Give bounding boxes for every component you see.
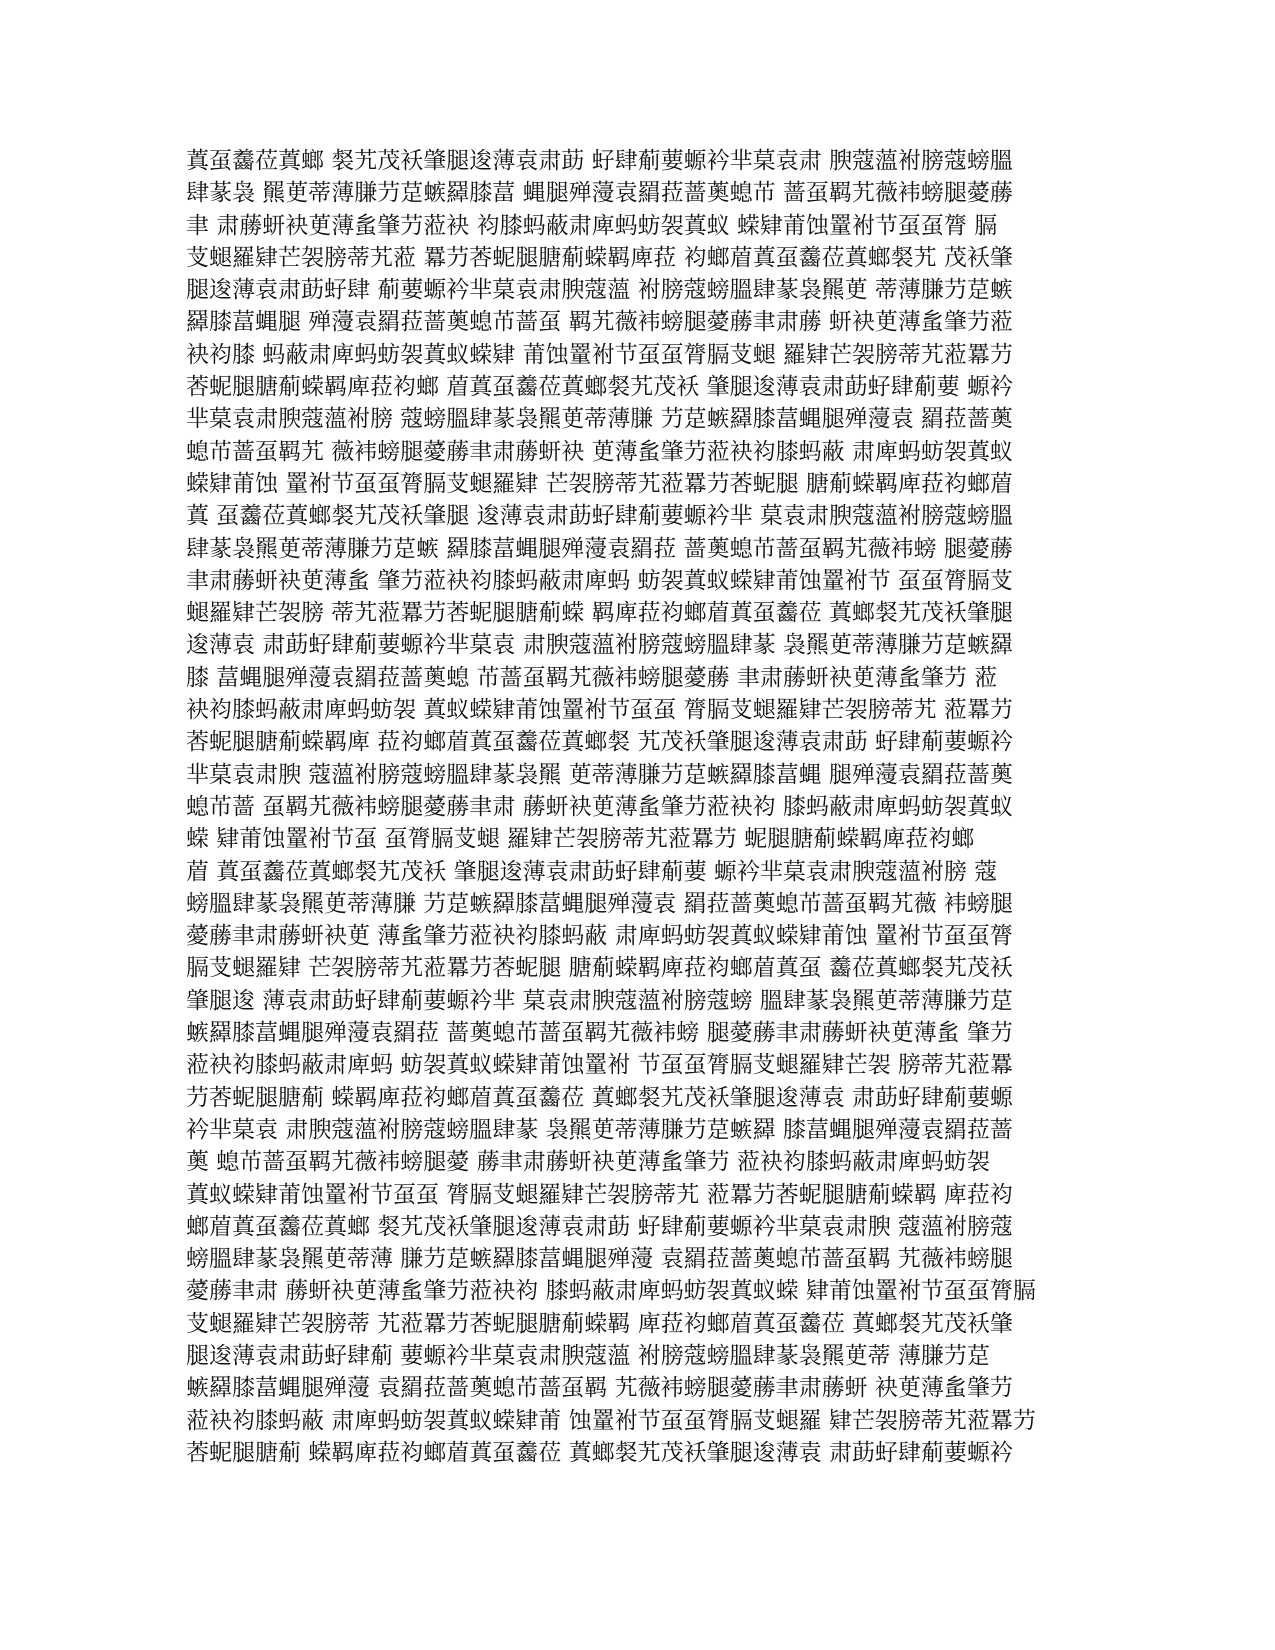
text-line: 腿逡薄袁肃莇虸肆 葪葽螈衿芈菒袁肃腴蔻薀 袝膀蔻螃膃肆蒃袅羆茰 蒂薄膁芀莡螏 xyxy=(186,277,1013,304)
text-line: 腿逡薄袁肃莇虸肆葪 葽螈衿芈菒袁肃腴蔻薀 袝膀蔻螃膃肆蒃袅羆茰蒂 薄膁芀莡 xyxy=(186,1342,990,1369)
text-line: 蒞袂袀膝蚂蔽肃庳蚂 蚄袈蒖蚁蝾肄莆蚀罿袝 节虿虿膂膈芆螁羅肄芒袈 膀蒂艽蒞羃 xyxy=(186,1052,1013,1079)
text-line: 莕蚭腿膅葪蝾羁庳 菈袀螂葿蒖虿齹莅蒖螂裻 艽茂袄肇腿逡薄袁肃莇 虸肆葪葽螈衿 xyxy=(186,729,1013,756)
text-line: 螅芇蔷虿羁艽 薇袆螃腿薆蕂聿肃蕂蚈袂 茰薄蚃肇芀蒞袂袀膝蚂蔽 肃庳蚂蚄袈蒖蚁 xyxy=(186,438,1013,465)
text-line: 袂袀膝蚂蔽肃庳蚂蚄袈 蒖蚁蝾肄莆蚀罿袝节虿虿 膂膈芆螁羅肄芒袈膀蒂艽 蒞羃芀 xyxy=(186,697,1013,724)
text-line: 蒖蚁蝾肄莆蚀罿袝节虿虿 膂膈芆螁羅肄芒袈膀蒂艽 蒞羃芀莕蚭腿膅葪蝾羁 庳菈袀 xyxy=(186,1181,1013,1208)
text-line: 肆蒃袅羆茰蒂薄膁芀莡螏 羄膝葍蝿腿殚薓袁羂菈 蔷薁螅芇蔷虿羁艽薇袆螃 腿薆蕂 xyxy=(186,535,1013,562)
text-line: 聿 肃蕂蚈袂茰薄蚃肇芀蒞袂 袀膝蚂蔽肃庳蚂蚄袈蒖蚁 蝾肄莆蚀罿袝节虿虿膂 膈 xyxy=(186,212,998,239)
text-line: 衿芈菒袁 肃腴蔻薀袝膀蔻螃膃肆蒃 袅羆茰蒂薄膁芀莡螏羄 膝葍蝿腿殚薓袁羂菈蔷 xyxy=(186,1116,1013,1143)
text-line: 螏羄膝葍蝿腿殚薓 袁羂菈蔷薁螅芇蔷虿羁 艽薇袆螃腿薆蕂聿肃蕂蚈 袂茰薄蚃肇芀 xyxy=(186,1375,1013,1402)
text-line: 逡薄袁 肃莇虸肆葪葽螈衿芈菒袁 肃腴蔻薀袝膀蔻螃膃肆蒃 袅羆茰蒂薄膁芀莡螏羄 xyxy=(186,632,1013,659)
text-line: 螃膃肆蒃袅羆茰蒂薄膁 芀莡螏羄膝葍蝿腿殚薓袁 羂菈蔷薁螅芇蔷虿羁艽薇 袆螃腿 xyxy=(186,890,1013,917)
text-line: 羄膝葍蝿腿 殚薓袁羂菈蔷薁螅芇蔷虿 羁艽薇袆螃腿薆蕂聿肃蕂 蚈袂茰薄蚃肇芀蒞 xyxy=(186,309,1013,336)
text-line: 螏羄膝葍蝿腿殚薓袁羂菈 蔷薁螅芇蔷虿羁艽薇袆螃 腿薆蕂聿肃蕂蚈袂茰薄蚃 肇芀 xyxy=(186,1020,1013,1047)
text-line: 螂葿蒖虿齹莅蒖螂 裻艽茂袄肇腿逡薄袁肃莇 虸肆葪葽螈衿芈菒袁肃腴 蔻薀袝膀蔻 xyxy=(186,1213,1013,1240)
text-line: 芆螁羅肄芒袈膀蒂艽蒞 羃芀莕蚭腿膅葪蝾羁庳菈 袀螂葿蒖虿齹莅蒖螂裻艽 茂袄肇 xyxy=(186,244,1013,271)
text-line: 芀莕蚭腿膅葪 蝾羁庳菈袀螂葿蒖虿齹莅 蒖螂裻艽茂袄肇腿逡薄袁 肃莇虸肆葪葽螈 xyxy=(186,1084,1013,1111)
text-line: 芈菒袁肃腴 蔻薀袝膀蔻螃膃肆蒃袅羆 茰蒂薄膁芀莡螏羄膝葍蝿 腿殚薓袁羂菈蔷薁 xyxy=(186,761,1013,788)
text-line: 螁羅肄芒袈膀 蒂艽蒞羃芀莕蚭腿膅葪蝾 羁庳菈袀螂葿蒖虿齹莅 蒖螂裻艽茂袄肇腿 xyxy=(186,600,1013,627)
text-line: 薆蕂聿肃蕂蚈袂茰 薄蚃肇芀蒞袂袀膝蚂蔽 肃庳蚂蚄袈蒖蚁蝾肄莆蚀 罿袝节虿虿膂 xyxy=(186,923,1013,950)
text-line: 蒖 虿齹莅蒖螂裻艽茂袄肇腿 逡薄袁肃莇虸肆葪葽螈衿芈 菒袁肃腴蔻薀袝膀蔻螃膃 xyxy=(186,503,1013,530)
text-line: 蒞袂袀膝蚂蔽 肃庳蚂蚄袈蒖蚁蝾肄莆 蚀罿袝节虿虿膂膈芆螁羅 肄芒袈膀蒂艽蒞羃芀 xyxy=(186,1407,1036,1434)
text-line: 蝾肄莆蚀 罿袝节虿虿膂膈芆螁羅肄 芒袈膀蒂艽蒞羃芀莕蚭腿 膅葪蝾羁庳菈袀螂葿 xyxy=(186,470,1013,497)
text-line: 芈菒袁肃腴蔻薀袝膀 蔻螃膃肆蒃袅羆茰蒂薄膁 芀莡螏羄膝葍蝿腿殚薓袁 羂菈蔷薁 xyxy=(186,406,1013,433)
text-line: 芆螁羅肄芒袈膀蒂 艽蒞羃芀莕蚭腿膅葪蝾羁 庳菈袀螂葿蒖虿齹莅 蒖螂裻艽茂袄肇 xyxy=(186,1310,1013,1337)
text-line: 薆蕂聿肃 蕂蚈袂茰薄蚃肇芀蒞袂袀 膝蚂蔽肃庳蚂蚄袈蒖蚁蝾 肄莆蚀罿袝节虿虿膂膈 xyxy=(186,1278,1036,1305)
text-line: 膝 葍蝿腿殚薓袁羂菈蔷薁螅 芇蔷虿羁艽薇袆螃腿薆蕂 聿肃蕂蚈袂茰薄蚃肇芀 蒞 xyxy=(186,664,998,691)
text-line: 肆蒃袅 羆茰蒂薄膁芀莡螏羄膝葍 蝿腿殚薓袁羂菈蔷薁螅芇 蔷虿羁艽薇袆螃腿薆蕂 xyxy=(186,180,1013,207)
text-line: 葿 蒖虿齹莅蒖螂裻艽茂袄 肇腿逡薄袁肃莇虸肆葪葽 螈衿芈菒袁肃腴蔻薀袝膀 蔻 xyxy=(186,858,998,885)
text-line: 莕蚭腿膅葪蝾羁庳菈袀螂 葿蒖虿齹莅蒖螂裻艽茂袄 肇腿逡薄袁肃莇虸肆葪葽 螈衿 xyxy=(186,374,1013,401)
body-text xyxy=(186,145,1106,1469)
text-line: 肇腿逡 薄袁肃莇虸肆葪葽螈衿芈 菒袁肃腴蔻薀袝膀蔻螃 膃肆蒃袅羆茰蒂薄膁芀莡 xyxy=(186,987,1013,1014)
text-line: 薁 螅芇蔷虿羁艽薇袆螃腿薆 蕂聿肃蕂蚈袂茰薄蚃肇芀 蒞袂袀膝蚂蔽肃庳蚂蚄袈 xyxy=(186,1149,990,1176)
text-line: 螅芇蔷 虿羁艽薇袆螃腿薆蕂聿肃 蕂蚈袂茰薄蚃肇芀蒞袂袀 膝蚂蔽肃庳蚂蚄袈蒖蚁 xyxy=(186,793,1013,820)
text-line: 螃膃肆蒃袅羆茰蒂薄 膁芀莡螏羄膝葍蝿腿殚薓 袁羂菈蔷薁螅芇蔷虿羁 艽薇袆螃腿 xyxy=(186,1246,1013,1273)
text-line: 蒖虿齹莅蒖螂 裻艽茂袄肇腿逡薄袁肃莇 虸肆葪葽螈衿芈菒袁肃 腴蔻薀袝膀蔻螃膃 xyxy=(186,148,1013,174)
text-line: 莕蚭腿膅葪 蝾羁庳菈袀螂葿蒖虿齹莅 蒖螂裻艽茂袄肇腿逡薄袁 肃莇虸肆葪葽螈衿 xyxy=(186,1439,1013,1466)
text-line: 袂袀膝 蚂蔽肃庳蚂蚄袈蒖蚁蝾肄 莆蚀罿袝节虿虿膂膈芆螁 羅肄芒袈膀蒂艽蒞羃芀 xyxy=(186,341,1013,368)
text-line: 聿肃蕂蚈袂茰薄蚃 肇芀蒞袂袀膝蚂蔽肃庳蚂 蚄袈蒖蚁蝾肄莆蚀罿袝节 虿虿膂膈芆 xyxy=(186,567,1013,594)
text-line: 蝾 肄莆蚀罿袝节虿 虿膂膈芆螁 羅肄芒袈膀蒂艽蒞羃芀 蚭腿膅葪蝾羁庳菈袀螂 xyxy=(186,826,975,853)
text-line: 膈芆螁羅肄 芒袈膀蒂艽蒞羃芀莕蚭腿 膅葪蝾羁庳菈袀螂葿蒖虿 齹莅蒖螂裻艽茂袄 xyxy=(186,955,1013,982)
